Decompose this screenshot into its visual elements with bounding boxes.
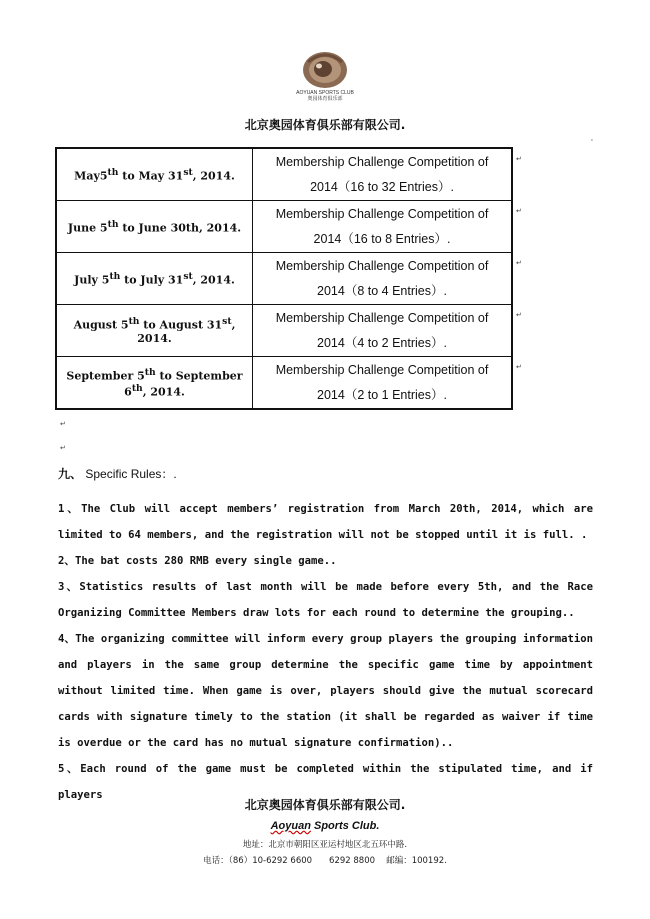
schedule-event xyxy=(253,305,513,357)
event-line: 2014（4 to 2 Entries）. xyxy=(317,335,447,350)
footer-address: 地址：北京市朝阳区亚运村地区北五环中路. xyxy=(242,840,408,850)
footer-club-rest: Sports Club. xyxy=(310,820,380,832)
margin-mark: ↵ xyxy=(516,363,522,371)
margin-mark: ↵ xyxy=(516,311,522,319)
margin-mark: ' xyxy=(591,138,593,146)
club-logo xyxy=(296,48,354,106)
footer-club-name xyxy=(0,820,650,832)
rules-heading xyxy=(58,465,177,482)
schedule-date: June 5th to June 30th, 2014. xyxy=(56,201,253,253)
schedule-row xyxy=(56,253,512,305)
margin-mark: ↵ xyxy=(516,207,522,215)
competition-schedule-table xyxy=(55,147,513,410)
schedule-row xyxy=(56,201,512,253)
club-emblem-icon xyxy=(296,48,354,90)
footer-company: 北京奥园体育俱乐部有限公司. xyxy=(244,798,406,812)
schedule-date: August 5th to August 31st, 2014. xyxy=(56,305,253,357)
schedule-event xyxy=(253,253,513,305)
company-header xyxy=(0,116,650,133)
footer-club-first-word: Aoyuan xyxy=(270,820,311,832)
event-line: Membership Challenge Competition of xyxy=(275,154,489,169)
logo-text-en: AOYUAN SPORTS CLUB xyxy=(296,90,354,96)
event-line: Membership Challenge Competition of xyxy=(275,258,489,273)
rules-list xyxy=(58,496,593,808)
schedule-row xyxy=(56,148,512,201)
event-line: 2014（16 to 8 Entries）. xyxy=(313,231,451,246)
schedule-event xyxy=(253,148,513,201)
rule-item: 4、The organizing committee will inform every group players the grouping information and players in the same group determine the specific game time by appointment without limited time. When game is over, players should give the mutual scorecard cards with signature timely to the station (it shall be regarded as waiver if time is overdue or the card has no mutual signature confirmation).. xyxy=(58,633,593,749)
event-line: Membership Challenge Competition of xyxy=(275,310,489,325)
event-line: 2014（8 to 4 Entries）. xyxy=(317,283,447,298)
company-name: 北京奥园体育俱乐部有限公司. xyxy=(244,118,406,132)
paragraph-mark: ↵ xyxy=(60,444,66,452)
paragraph-mark: ↵ xyxy=(60,420,66,428)
schedule-event xyxy=(253,201,513,253)
rules-section-number: 九、 xyxy=(58,467,83,481)
event-line: 2014（2 to 1 Entries）. xyxy=(317,387,447,402)
rule-item: 3、Statistics results of last month will be made before every 5th, and the Race Organizing Committee Members draw lots for each round to determine the grouping.. xyxy=(58,581,593,619)
schedule-date: September 5th to September 6th, 2014. xyxy=(56,357,253,410)
rule-item: 1、The Club will accept members’ registration from March 20th, 2014, which are limited to 64 members, and the registration will not be stopped until it is full. . xyxy=(58,503,593,541)
event-line: Membership Challenge Competition of xyxy=(275,362,489,377)
schedule-date: May5th to May 31st, 2014. xyxy=(56,148,253,201)
margin-mark: ↵ xyxy=(516,259,522,267)
schedule-event xyxy=(253,357,513,410)
schedule-date: July 5th to July 31st, 2014. xyxy=(56,253,253,305)
rule-item: 2、The bat costs 280 RMB every single game.. xyxy=(58,555,337,567)
logo-text-cn: 奥园体育俱乐部 xyxy=(307,96,343,102)
schedule-row xyxy=(56,305,512,357)
event-line: Membership Challenge Competition of xyxy=(275,206,489,221)
rule-item: 5、Each round of the game must be completed within the stipulated time, and if players xyxy=(58,763,593,801)
margin-mark: ↵ xyxy=(516,155,522,163)
schedule-row xyxy=(56,357,512,410)
footer-contact: 电话：（86）10-6292 6600 6292 8800 邮编：100192. xyxy=(203,856,447,866)
event-line: 2014（16 to 32 Entries）. xyxy=(310,179,454,194)
rules-heading-text: Specific Rules：. xyxy=(85,467,177,481)
